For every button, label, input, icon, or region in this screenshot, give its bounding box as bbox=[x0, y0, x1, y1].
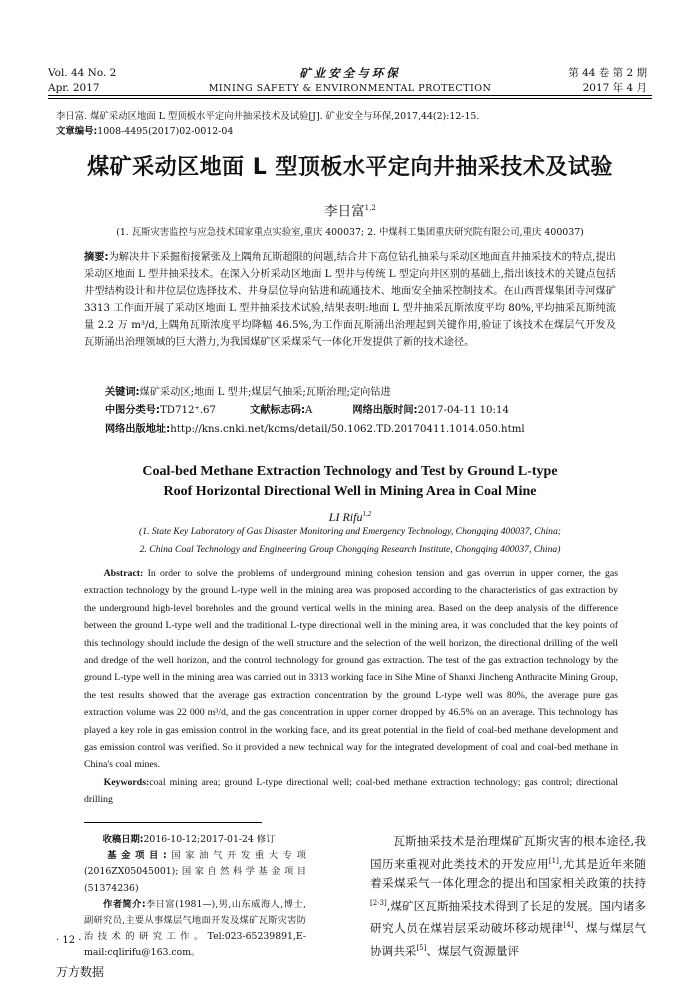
ref-1[interactable]: [1] bbox=[548, 856, 559, 865]
fund-label: 基金项目: bbox=[102, 850, 167, 862]
fund-value: 国家油气开发重大专项(2016ZX05045001);国家自然科学基金项目(51374236) bbox=[84, 850, 306, 894]
journal-name-cn: 矿业安全与环保 bbox=[299, 66, 401, 80]
journal-name-en: MINING SAFETY & ENVIRONMENTAL PROTECTION bbox=[208, 83, 492, 94]
author-cn-name: 李日富 bbox=[324, 203, 365, 220]
abstract-cn-label: 摘要: bbox=[84, 252, 109, 263]
author-en-sup: 1,2 bbox=[362, 510, 372, 518]
article-number bbox=[56, 125, 233, 139]
date-en: Apr. 2017 bbox=[48, 82, 100, 94]
article-number-label: 文章编号: bbox=[56, 126, 98, 137]
ref-2[interactable]: [2-3] bbox=[370, 898, 387, 907]
title-en bbox=[0, 462, 700, 502]
affiliation-cn: (1. 瓦斯灾害监控与应急技术国家重点实验室,重庆 400037; 2. 中煤科工集团重庆研究院有限公司,重庆 400037) bbox=[116, 227, 584, 238]
doc-code-value: A bbox=[305, 405, 313, 416]
volume-issue-en: Vol. 44 No. 2 bbox=[48, 67, 117, 79]
author-en bbox=[0, 506, 700, 525]
abstract-en bbox=[84, 565, 618, 809]
body-seg-1: 瓦斯抽采技术是治理煤矿瓦斯灾害的根本途径,我国历来重视对此类技术的开发应用 bbox=[370, 834, 646, 871]
title-en-line1: Coal-bed Methane Extraction Technology and Test by Ground L-type bbox=[142, 464, 558, 479]
received-label: 收稿日期: bbox=[102, 834, 144, 845]
footnote-author bbox=[84, 897, 306, 962]
title-en-line2: Roof Horizontal Directional Well in Mining Area in Coal Mine bbox=[163, 484, 537, 499]
affiliation-en-1: (1. State Key Laboratory of Gas Disaster Monitoring and Emergency Technology, Chongqing 400037, China; bbox=[139, 526, 561, 537]
online-time-value: 2017-04-11 10:14 bbox=[417, 405, 509, 416]
header-rule-thin bbox=[48, 98, 652, 99]
keywords-en-text: coal mining area; ground L-type directional well; coal-bed methane extraction technology; gas control; directional drilling bbox=[84, 776, 618, 806]
abstract-en-text: In order to solve the problems of underground mining cohesion tension and gas overrun in upper corner, the gas extraction technology by the ground L-type well in the mining area was proposed according to the characteristics of gas extraction by the underground high-level boreholes and the ground vertical wells in the mining area. Based on the deep analysis of the difference between the ground L-type well and the traditional L-type directional well in the mining area, it was concluded that the key points of this technology should include the design of the well structure and the selection of the well horizon, the directional drilling of the well and dredge of the well horizon, and the control technology for ground gas extraction. The test of the gas extraction technology by the ground L-type well in the mining area was carried out in 3313 working face in Sihe Mine of Shanxi Jincheng Anthracite Mining Group, the test results showed that the average gas extraction concentration by the ground L-type well was 80%, the average pure gas extraction volume was 22 000 m³/d, and the gas concentration in upper corner dropped by 46.5% on an average. This technology has played a key role in gas emission control in the working face, and its great potential in the field of coal-bed methane development and gas emission control was verified. So it provided a new technical way for the integrated development of coal and coal-bed methane in China's coal mines. bbox=[84, 568, 619, 771]
abstract-cn bbox=[84, 249, 616, 351]
keywords-cn-text: 煤矿采动区;地面 L 型井;煤层气抽采;瓦斯治理;定向钻进 bbox=[139, 387, 391, 398]
online-time-label: 网络出版时间: bbox=[352, 405, 418, 416]
watermark: 万方数据 bbox=[56, 965, 105, 979]
ref-4[interactable]: [5] bbox=[416, 943, 427, 952]
clc-label: 中图分类号: bbox=[105, 405, 161, 416]
date-cn: 2017 年 4 月 bbox=[582, 82, 647, 94]
online-url-label: 网络出版地址: bbox=[105, 424, 171, 435]
body-seg-3: ,煤矿区瓦斯抽采技术得到了长足的发展。国内诸多研究人员在煤岩层采动破坏移动规律 bbox=[370, 898, 646, 935]
doc-code-label: 文献标志码: bbox=[250, 405, 306, 416]
affiliation-en-2: 2. China Coal Technology and Engineering Group Chongqing Research Institute, Chongqing 400037, China) bbox=[139, 544, 561, 555]
citation-line: 李日富. 煤矿采动区地面 L 型顶板水平定向井抽采技术及试验[J]. 矿业安全与环保,2017,44(2):12-15. bbox=[56, 111, 480, 122]
author-bio-value: 李日富(1981—),男,山东威海人,博士,副研究员,主要从事煤层气地面开发及煤矿瓦斯灾害防治技术的研究工作。Tel:023-65239891,E-mail:cqlirifu@163.com。 bbox=[84, 898, 306, 959]
body-seg-5: 、煤层气资源量评 bbox=[426, 943, 520, 958]
classification-line bbox=[105, 403, 509, 419]
keywords-cn bbox=[105, 385, 391, 401]
ref-3[interactable]: [4] bbox=[563, 921, 574, 930]
header-rule-thick bbox=[48, 95, 652, 96]
abstract-cn-text: 为解决井下采掘衔接紧张及上隅角瓦斯超限的问题,结合井下高位钻孔抽采与采动区地面直井抽采技术的特点,提出采动区地面 L 型井抽采技术。在深入分析采动区地面 L 型井与传统 L 型定向井区别的基础上,指出该技术的关键点包括井型结构设计和井位层位选择技术、井身层位导向钻进和疏通技术、地面安全抽采控制技术。在山西晋煤集团寺河煤矿 3313 工作面开展了采动区地面 L 型井抽采技术试验,结果表明:地面 L 型井抽采瓦斯浓度平均 80%,平均抽采瓦斯纯流量 2.2 万 m³/d,上隅角瓦斯浓度平均降幅 46.5%,为工作面瓦斯涌出治理起到关键作用,验证了该技术在煤层气开发及瓦斯涌出治理领域的巨大潜力,为我国煤矿区采煤采气一体化开发提供了新的技术途径。 bbox=[84, 252, 616, 348]
page-number: · 12 · bbox=[56, 935, 82, 946]
keywords-en-label: Keywords: bbox=[103, 776, 150, 788]
online-url-link[interactable]: http://kns.cnki.net/kcms/detail/50.1062.TD.20170411.1014.050.html bbox=[170, 424, 525, 435]
body-paragraph bbox=[370, 832, 646, 961]
footnote bbox=[84, 832, 306, 962]
body-seg-2: ,尤其是近年来随着采煤采气一体化理念的提出和国家相关政策的扶持 bbox=[370, 856, 646, 891]
volume-issue-cn: 第 44 卷 第 2 期 bbox=[568, 67, 647, 79]
body-seg-4: 、煤与煤层气协调共采 bbox=[370, 920, 646, 958]
keywords-cn-label: 关键词: bbox=[105, 387, 140, 398]
clc-value: TD712⁺.67 bbox=[160, 405, 217, 416]
article-number-value: 1008-4495(2017)02-0012-04 bbox=[97, 126, 234, 137]
title-cn: 煤矿采动区地面 L 型顶板水平定向井抽采技术及试验 bbox=[87, 155, 613, 180]
author-cn bbox=[0, 199, 700, 221]
author-en-name: LI Rifu bbox=[328, 510, 363, 524]
footnote-received bbox=[84, 832, 306, 848]
footnote-rule bbox=[84, 822, 262, 823]
header-volume-cn bbox=[568, 66, 647, 96]
received-value: 2016-10-12;2017-01-24 修订 bbox=[143, 834, 276, 845]
footnote-fund bbox=[84, 848, 306, 897]
abstract-en-label: Abstract: bbox=[103, 568, 144, 579]
online-url-line bbox=[105, 422, 525, 438]
author-cn-sup: 1,2 bbox=[364, 204, 376, 212]
author-bio-label: 作者简介: bbox=[102, 898, 146, 910]
